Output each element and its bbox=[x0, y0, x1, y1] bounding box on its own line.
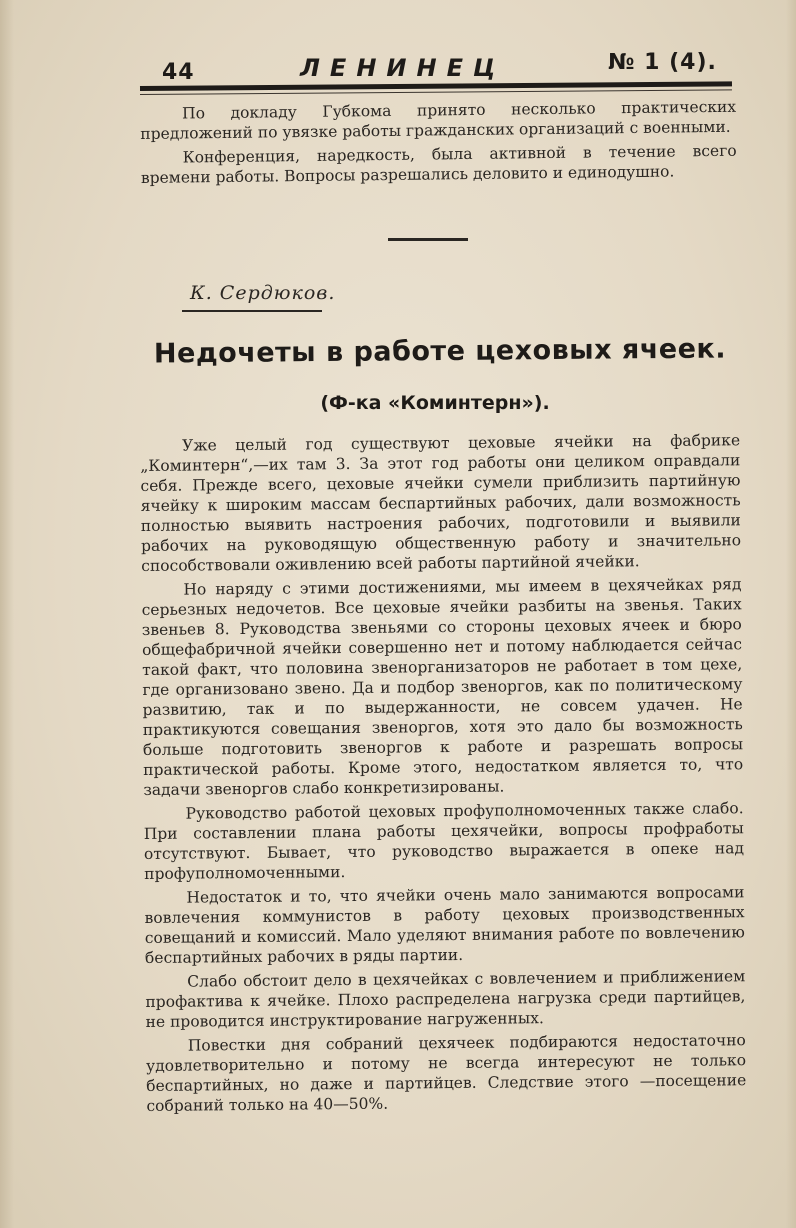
journal-title: ЛЕНИНЕЦ bbox=[300, 54, 506, 82]
article-subtitle: (Ф-ка «Коминтерн»). bbox=[320, 392, 550, 414]
page-edge-shadow-left bbox=[0, 0, 14, 1228]
page-number: 44 bbox=[162, 60, 195, 85]
article-paragraph: Слабо обстоит дело в цехячейках с вовлечением и приближением профактива к ячейке. Плохо распределена нагрузка среди партийцев, не проводится инструктирование нагруженных. bbox=[145, 967, 746, 1031]
issue-number: № 1 (4). bbox=[608, 50, 717, 75]
intro-paragraph: По докладу Губкома принято несколько практических предложений по увязке работы гражданских организаций с военными. bbox=[140, 97, 737, 143]
article-paragraph: Руководство работой цеховых профуполномоченных также слабо. При составлении плана работы цехячейки, вопросы профработы отсутствуют. Бывает, что руководство выражается в опеке над профуполномоченными. bbox=[143, 799, 745, 883]
article-paragraph: Но наряду с этими достижениями, мы имеем в цехячейках ряд серьезных недочетов. Все цеховые ячейки разбиты на звенья. Таких звеньев 8. Руководства звеньями со стороны цеховых ячеек и бюро общефабричной ячейки совершенно нет и потому наблюдается сейчас такой факт, что половина звенорганизаторов не работает в том цехе, где организовано звено. Да и подбор звенοргов, как по политическому развитию, так и по выдержанности, не совсем удачен. Не практикуются совещания звеноргов, хотя это дало бы возможность больше подготовить звеноргов к работе и разрешать вопросы практической работы. Кроме этого, недостатком является то, что задачи звеноргов слабо конкретизированы. bbox=[141, 575, 744, 799]
page-edge-shadow-right bbox=[786, 0, 796, 1228]
article-author: К. Сердюков. bbox=[190, 282, 336, 304]
article-paragraph: Повестки дня собраний цехячеек подбираются недостаточно удовлетворительно и потому не всегда интересуют не только беспартийных, но даже и партийцев. Следствие этого —посещение собраний только на 40—50%. bbox=[145, 1031, 747, 1115]
intro-text bbox=[140, 97, 737, 188]
author-underline bbox=[182, 310, 322, 312]
intro-paragraph: Конференция, наредкость, была активной в течение всего времени работы. Вопросы разрешались деловито и единодушно. bbox=[140, 141, 737, 187]
article-paragraph: Уже целый год существуют цеховые ячейки на фабрике „Коминтерн“,—их там 3. За этот год работы они целиком оправдали себя. Прежде всего, цеховые ячейки сумели приблизить партийную ячейку к широким массам беспартийных рабочих, дали возможность полностью выявить настроения рабочих, подготовили и выявили рабочих на руководящую общественную работу и значительно способствовали оживлению всей работы партийной ячейки. bbox=[140, 431, 742, 575]
article-title: Недочеты в работе цеховых ячеек. bbox=[153, 333, 727, 370]
section-divider bbox=[388, 238, 468, 241]
article-body bbox=[140, 430, 746, 1116]
article-paragraph: Недостаток и то, что ячейки очень мало занимаются вопросами вовлечения коммунистов в работу цеховых производственных совещаний и комиссий. Мало уделяют внимания работе по вовлечению беспартийных рабочих в ряды партии. bbox=[144, 883, 745, 967]
